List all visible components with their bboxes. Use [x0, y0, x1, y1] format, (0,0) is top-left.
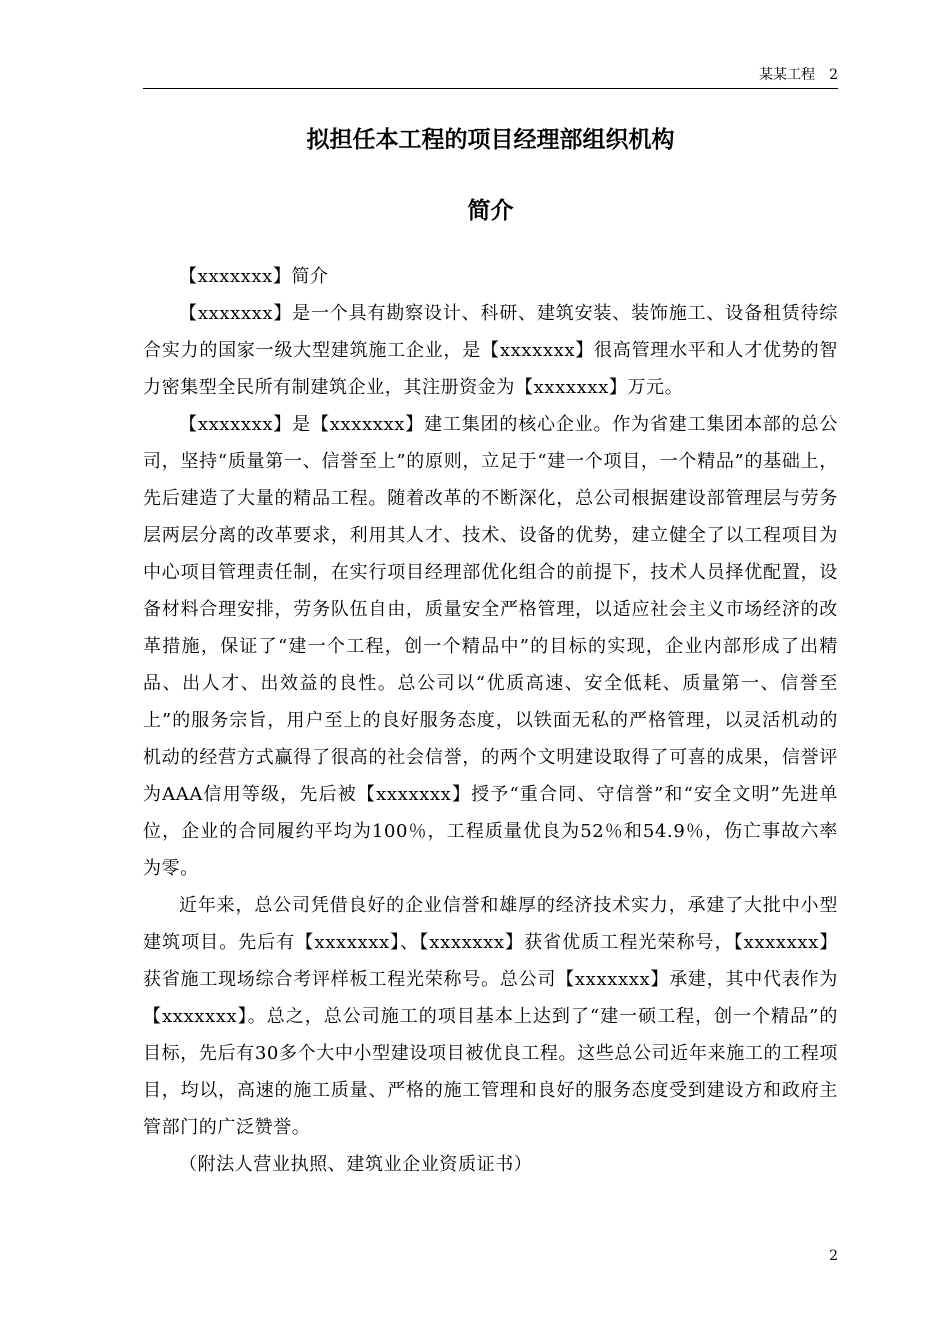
paragraph-recent-projects: 近年来，总公司凭借良好的企业信誉和雄厚的经济技术实力，承建了大批中小型建筑项目。先后有【xxxxxxx】、【xxxxxxx】获省优质工程光荣称号，【xxxxxxx】获省施工现场综合考评样板工程光荣称号。总公司【xxxxxxx】承建，其中代表作为【xxxxxxx】。总之，总公司施工的项目基本上达到了“建一硕工程，创一个精品”的目标，先后有30多个大中小型建设项目被优良工程。这些总公司近年来施工的工程项目，均以，高速的施工质量、严格的施工管理和良好的服务态度受到建设方和政府主管部门的广泛赞誉。	[143, 895, 838, 1138]
footer-page-number: 2	[829, 1248, 838, 1264]
header-page-number: 2	[829, 67, 838, 83]
paragraph-company-profile: 【xxxxxxx】是一个具有勘察设计、科研、建筑安装、装饰施工、设备租赁待综合实力的国家一级大型建筑施工企业，是【xxxxxxx】很高管理水平和人才优势的智力密集型全民所有制建筑企业，其注册资金为【xxxxxxx】万元。	[143, 303, 838, 398]
header-doc-name: 某某工程	[759, 67, 816, 83]
document-subtitle: 简介	[467, 198, 514, 224]
intro-heading: 【xxxxxxx】简介	[179, 266, 329, 287]
document-title: 拟担任本工程的项目经理部组织机构	[306, 127, 675, 153]
document-body	[143, 258, 838, 1183]
paragraph-group-core: 【xxxxxxx】是【xxxxxxx】建工集团的核心企业。作为省建工集团本部的总公司，坚持“质量第一、信誉至上”的原则，立足于“建一个项目，一个精品”的基础上，先后建造了大量的精品工程。随着改革的不断深化，总公司根据建设部管理层与劳务层两层分离的改革要求，利用其人才、技术、设备的优势，建立健全了以工程项目为中心项目管理责任制，在实行项目经理部优化组合的前提下，技术人员择优配置，设备材料合理安排，劳务队伍自由，质量安全严格管理，以适应社会主义市场经济的改革措施，保证了“建一个工程，创一个精品中”的目标的实现，企业内部形成了出精品、出人才、出效益的良性。总公司以“优质高速、安全低耗、质量第一、信誉至上”的服务宗旨，用户至上的良好服务态度，以铁面无私的严格管理，以灵活机动的机动的经营方式赢得了很高的社会信誉，的两个文明建设取得了可喜的成果，信誉评为AAA信用等级，先后被【xxxxxxx】授予“重合同、守信誉”和“安全文明”先进单位，企业的合同履约平均为100％，工程质量优良为52％和54.9％，伤亡事故六率为零。	[143, 414, 838, 879]
attachment-note: （附法人营业执照、建筑业企业资质证书）	[179, 1154, 533, 1175]
page-header	[143, 64, 838, 89]
